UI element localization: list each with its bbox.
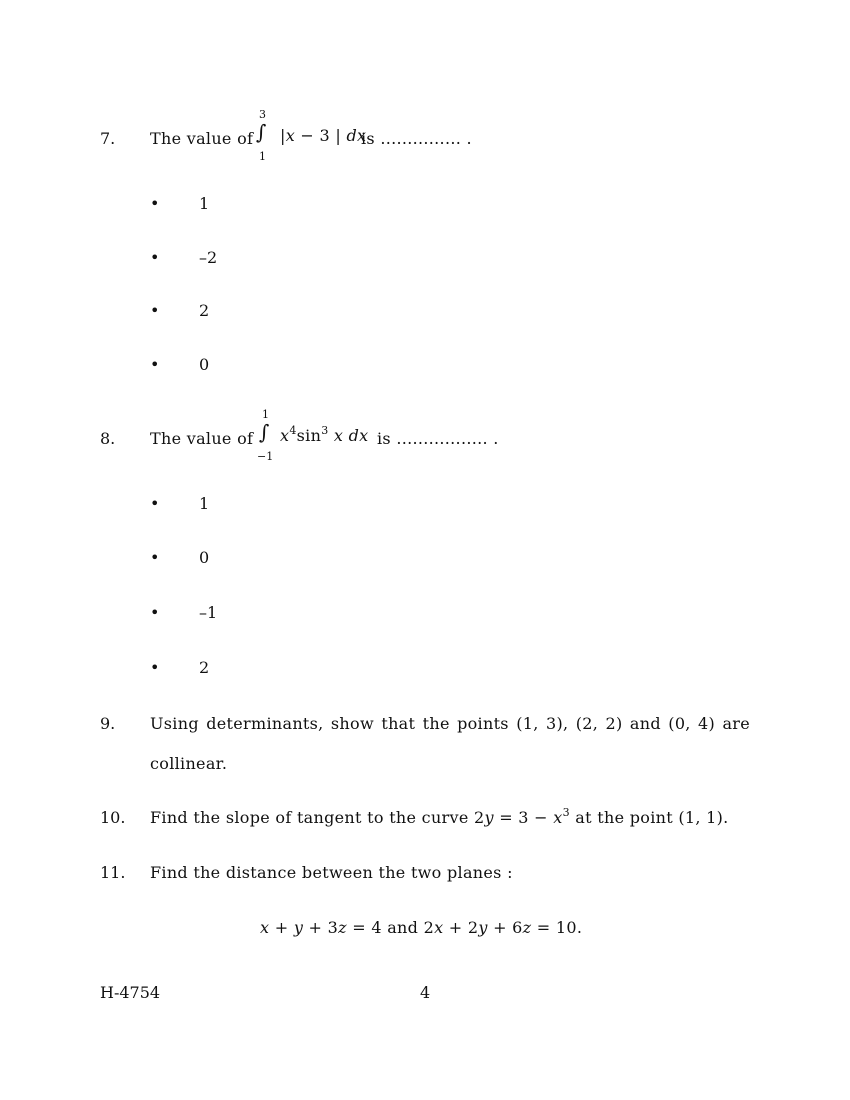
option: 0: [199, 355, 210, 374]
integral-lower-limit: 1: [259, 150, 266, 163]
bullet-icon: •: [150, 658, 160, 677]
bullet-icon: •: [150, 548, 160, 567]
bullet-icon: •: [150, 355, 160, 374]
paper-code: H-4754: [100, 983, 161, 1002]
question-text: Find the distance between the two planes :: [150, 863, 513, 882]
option: –1: [199, 603, 218, 622]
option: –2: [199, 248, 218, 267]
bullet-icon: •: [150, 494, 160, 513]
planes-equation: x + y + 3z = 4 and 2x + 2y + 6z = 10.: [260, 918, 583, 937]
bullet-icon: •: [150, 301, 160, 320]
integral-upper-limit: 3: [259, 108, 266, 121]
question-text: Find the slope of tangent to the curve $2y = 3 - x^3$ at the point (1, 1).: [150, 806, 729, 827]
option: 2: [199, 301, 210, 320]
option: 0: [199, 548, 210, 567]
question-suffix: is ................. .: [377, 429, 499, 448]
question-number: 9.: [100, 714, 116, 733]
option: 2: [199, 658, 210, 677]
question-text: The value of: [150, 129, 254, 148]
question-text: The value of: [150, 429, 254, 448]
integrand: $x^4\sin^3$ x dx: [280, 424, 369, 445]
option: 1: [199, 494, 210, 513]
question-number: 10.: [100, 808, 126, 827]
question-text: Using determinants, show that the points (1, 3), (2, 2) and (0, 4) are: [150, 714, 750, 733]
bullet-icon: •: [150, 248, 160, 267]
option: 1: [199, 194, 210, 213]
integrand: |x − 3 | dx: [280, 126, 367, 145]
integral-sign: ∫: [256, 120, 267, 144]
question-number: 8.: [100, 429, 116, 448]
question-number: 11.: [100, 863, 126, 882]
question-suffix: is ............... .: [361, 129, 472, 148]
page-number: 4: [420, 983, 431, 1002]
question-text-continued: collinear.: [150, 754, 228, 773]
bullet-icon: •: [150, 194, 160, 213]
integral-sign: ∫: [259, 420, 270, 444]
bullet-icon: •: [150, 603, 160, 622]
question-number: 7.: [100, 129, 116, 148]
integral-lower-limit: −1: [257, 450, 274, 463]
integral-upper-limit: 1: [262, 408, 269, 421]
